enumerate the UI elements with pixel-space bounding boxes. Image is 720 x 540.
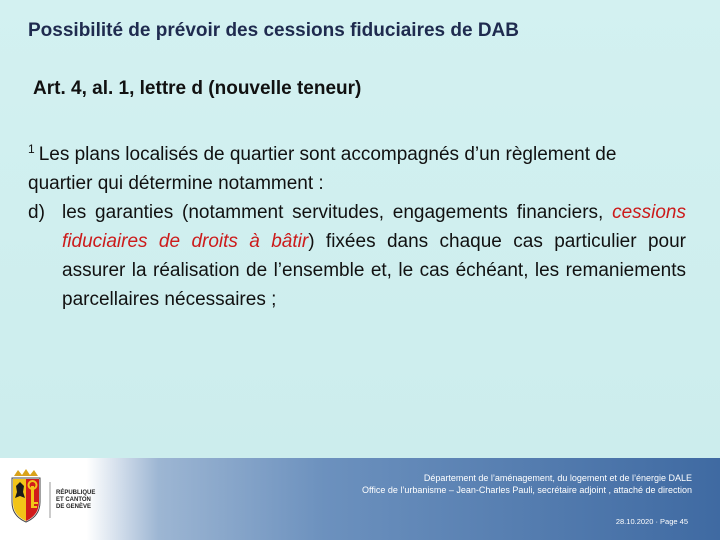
slide-title: Possibilité de prévoir des cessions fiduciaires de DAB [28,20,520,41]
paragraph-number: 1 [28,142,35,156]
footer-department: Département de l’aménagement, du logement et de l’énergie DALE [423,473,692,483]
item-text-before: les garanties (notamment servitudes, engagements financiers, [62,202,613,223]
item-highlight: cessions fiduciaires de droits à bâtir [62,202,686,252]
geneva-logo [6,468,96,534]
logo-text [56,490,98,511]
article-body [28,135,686,314]
item-content [62,198,686,314]
logo-line-2: ET CANTON [56,497,91,503]
paragraph-text: Les plans localisés de quartier sont accompagnés d’un règlement de quartier qui détermine notamment : [28,144,617,194]
article-reference: Art. 4, al. 1, lettre d (nouvelle teneur) [33,78,362,99]
item-label: d) [28,202,45,223]
footer-date-page: 28.10.2020 · Page 45 [615,517,688,526]
footer-bar [0,458,720,540]
item-text-after: ) fixées dans chaque cas particulier pour assurer la réalisation de l’ensemble et, le cas échéant, les remaniements parcellaires nécessaires ; [62,231,686,310]
footer-office: Office de l’urbanisme – Jean-Charles Pauli, secrétaire adjoint , attaché de direction [361,485,692,495]
paragraph-1 [28,135,686,198]
logo-line-3: DE GENÈVE [56,504,92,510]
list-item-d [28,198,686,314]
logo-line-1: RÉPUBLIQUE [56,490,96,496]
